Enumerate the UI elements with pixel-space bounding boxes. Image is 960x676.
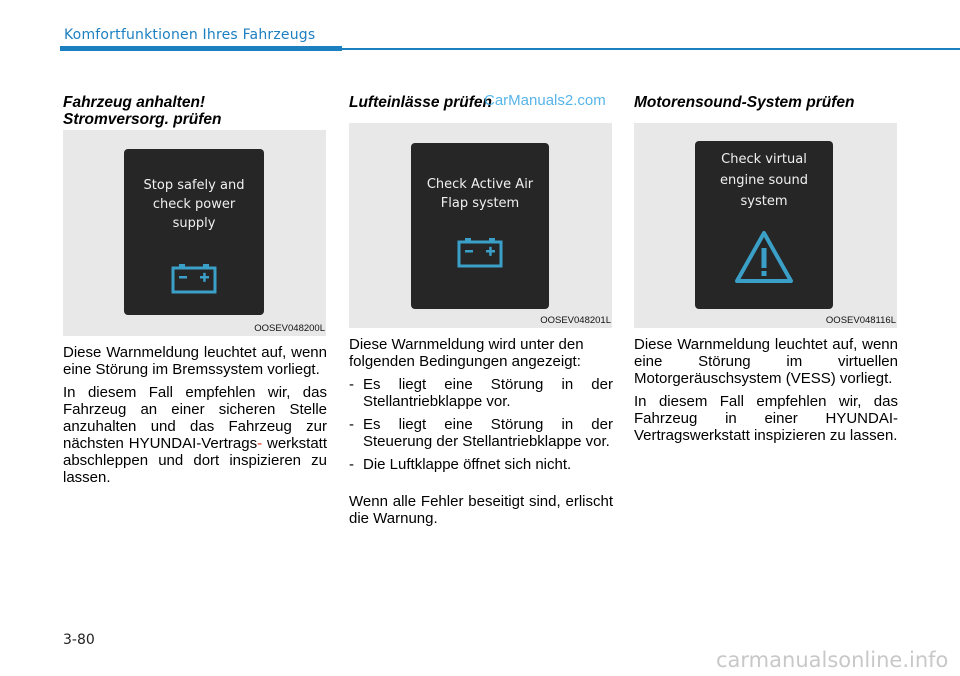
footer-watermark: carmanualsonline.info [716,648,949,672]
body-text [349,336,613,527]
figure-code: OOSEV048116L [825,315,896,326]
heading-engine-sound: Motorensound-System prüfen [634,94,855,111]
paragraph: In diesem Fall empfehlen wir, das Fahrzeug in einer HYUNDAI-Vertragswerkstatt inspizieren zu lassen. [634,393,898,444]
battery-icon [457,238,503,268]
column-engine-sound [634,94,898,450]
display-message: Check virtual engine sound system [720,152,808,209]
list-item-text: Die Luftklappe öffnet sich nicht. [363,456,572,473]
body-text [63,344,327,486]
figure-code: OOSEV048201L [540,315,611,326]
display-message: Stop safely and check power supply [143,178,245,231]
cluster-display [411,143,549,309]
hyphen-mark: - [257,435,263,452]
cluster-display [695,141,833,309]
list-item [349,376,613,410]
paragraph: Diese Warnmeldung leuchtet auf, wenn eine Störung im virtuellen Motorgeräuschsystem (VESS) vorliegt. [634,336,898,387]
list-item-text: Es liegt eine Störung in der Stellantriebklappe vor. [363,376,613,410]
watermark: CarManuals2.com [484,92,606,109]
column-air-flap [349,94,613,533]
page-number: 3-80 [63,632,95,648]
list-dash: - [349,456,354,473]
body-text [634,336,898,444]
cluster-display [124,149,264,315]
warning-triangle-icon [733,229,795,285]
list-item [349,456,613,473]
figure-engine-sound [634,123,897,328]
paragraph-tail: werkstatt abschleppen und dort inspizieren zu lassen. [63,435,327,486]
header-rule-thick [60,46,342,51]
paragraph-main: In diesem Fall empfehlen wir, das Fahrzeug an einer sicheren Stelle anzuhalten und das Fahrzeug zur nächsten HYUNDAI-Vertrags [63,384,327,452]
figure-air-flap [349,123,612,328]
heading-text: Fahrzeug anhalten! Stromversorg. prüfen [63,94,222,128]
condition-list [349,376,613,473]
list-dash: - [349,376,354,393]
column-stop-safely [63,94,327,492]
header-rule-thin [342,48,960,50]
display-message: Check Active Air Flap system [426,177,534,211]
heading-air-flap: Lufteinlässe prüfen [349,94,492,111]
list-item [349,416,613,450]
figure-stop-safely [63,130,326,336]
list-dash: - [349,416,354,433]
battery-icon [171,264,217,294]
section-title: Komfortfunktionen Ihres Fahrzeugs [64,27,316,43]
intro-paragraph: Diese Warnmeldung wird unter den folgenden Bedingungen angezeigt: [349,336,584,370]
paragraph [63,384,327,486]
outro-paragraph: Wenn alle Fehler beseitigt sind, erlischt die Warnung. [349,493,613,527]
list-item-text: Es liegt eine Störung in der Steuerung der Stellantriebklappe vor. [363,416,613,450]
figure-code: OOSEV048200L [254,323,325,334]
heading-stop-safely [63,94,327,130]
paragraph: Diese Warnmeldung leuchtet auf, wenn eine Störung im Bremssystem vorliegt. [63,344,327,378]
